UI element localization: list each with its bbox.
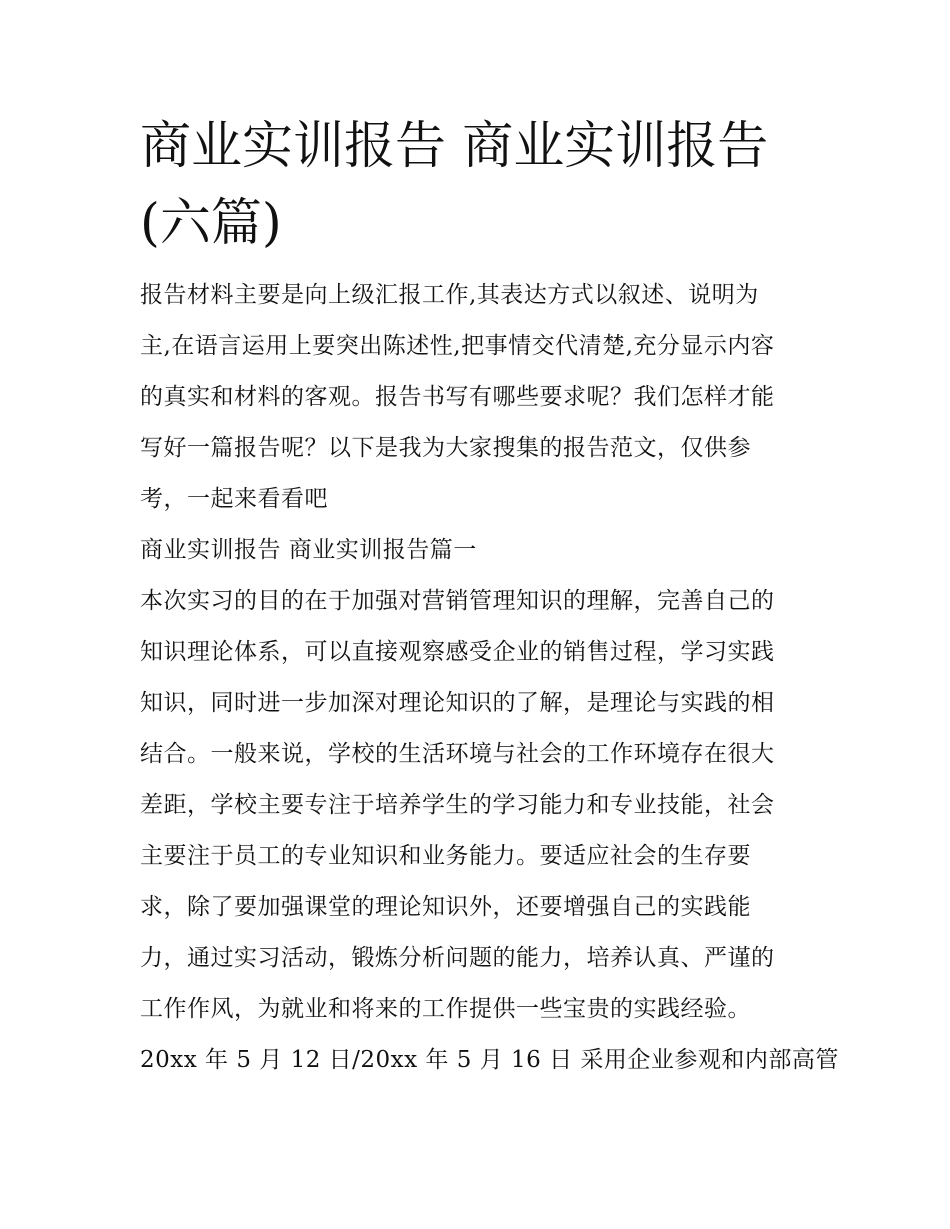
paragraph-line-7: 求，除了要加强课堂的理论知识外，还要增强自己的实践能 — [140, 894, 751, 920]
paragraph-line-9: 工作作风，为就业和将来的工作提供一些宝贵的实践经验。 — [140, 996, 751, 1022]
paragraph-line-4: 结合。一般来说，学校的生活环境与社会的工作环境存在很大 — [140, 741, 775, 767]
document-content — [140, 108, 839, 1086]
paragraph-line-6: 主要注于员工的专业知识和业务能力。要适应社会的生存要 — [140, 843, 751, 869]
document-title — [140, 108, 816, 262]
paragraph-line-2: 知识理论体系，可以直接观察感受企业的销售过程，学习实践 — [140, 639, 775, 665]
paragraph-line-8: 力，通过实习活动，锻炼分析问题的能力，培养认真、严谨的 — [140, 945, 775, 971]
paragraph-line-5: 差距，学校主要专注于培养学生的学习能力和专业技能，社会 — [140, 792, 775, 818]
intro-line-2: 主,在语言运用上要突出陈述性,把事情交代清楚,充分显示内容 — [140, 333, 775, 359]
intro-line-5: 考，一起来看看吧 — [140, 486, 328, 512]
document-body — [140, 270, 839, 1086]
title-line-2: (六篇) — [140, 194, 282, 253]
intro-line-4: 写好一篇报告呢？以下是我为大家搜集的报告范文，仅供参 — [140, 435, 751, 461]
date-line: 20xx 年 5 月 12 日/20xx 年 5 月 16 日 采用企业参观和内部高管 — [140, 1047, 839, 1073]
paragraph-line-1: 本次实习的目的在于加强对营销管理知识的理解，完善自己的 — [140, 588, 775, 614]
title-line-1: 商业实训报告 商业实训报告 — [140, 117, 769, 176]
section-heading-1: 商业实训报告 商业实训报告篇一 — [140, 537, 477, 563]
paragraph-line-3: 知识，同时进一步加深对理论知识的了解，是理论与实践的相 — [140, 690, 775, 716]
intro-line-1: 报告材料主要是向上级汇报工作,其表达方式以叙述、说明为 — [140, 282, 759, 308]
intro-line-3: 的真实和材料的客观。报告书写有哪些要求呢？我们怎样才能 — [140, 384, 775, 410]
